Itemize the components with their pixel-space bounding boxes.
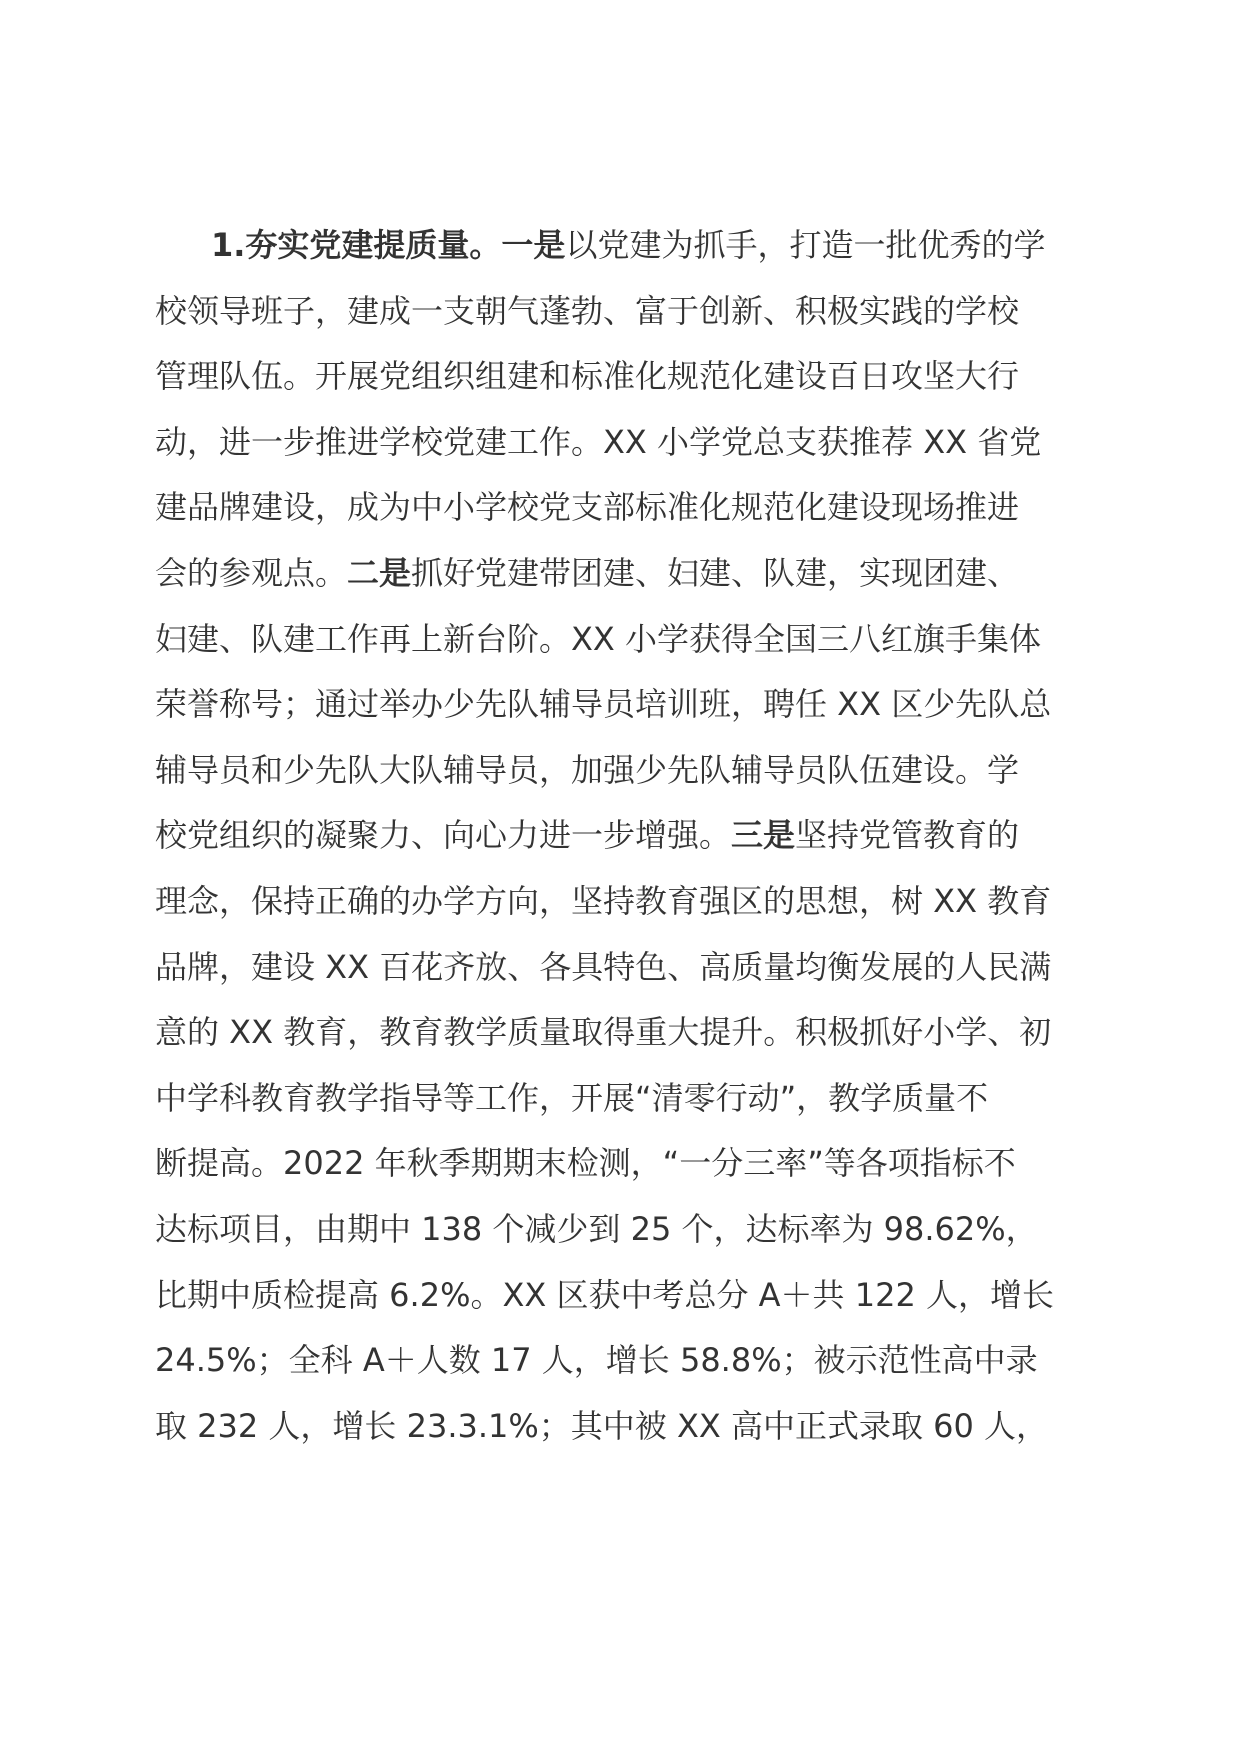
text-line: [155, 607, 1085, 673]
text-line: [155, 1066, 1085, 1132]
text-segment: 比期中质检提高 6.2%。XX 区获中考总分 A＋共 122 人，增长: [155, 1275, 1054, 1314]
bold-text-segment: 二是: [347, 553, 412, 592]
text-line: [155, 803, 1085, 869]
text-line: [155, 1197, 1085, 1263]
text-segment: 建品牌建设，成为中小学校党支部标准化规范化建设现场推进: [155, 488, 1020, 527]
text-line: [155, 410, 1085, 476]
text-line: [155, 672, 1085, 738]
text-line: [155, 1394, 1085, 1460]
body-paragraph: [155, 213, 1085, 1459]
text-segment: 品牌，建设 XX 百花齐放、各具特色、高质量均衡发展的人民满: [155, 947, 1052, 986]
text-segment: 动，进一步推进学校党建工作。XX 小学党总支获推荐 XX 省党: [155, 422, 1042, 461]
text-line: [155, 1000, 1085, 1066]
text-segment: 校党组织的凝聚力、向心力进一步增强。: [155, 816, 732, 855]
text-line: [155, 541, 1085, 607]
text-line: [155, 738, 1085, 804]
text-segment: 取 232 人，增长 23.3.1%；其中被 XX 高中正式录取 60 人，: [155, 1406, 1049, 1445]
bold-text-segment: 三是: [731, 816, 796, 855]
text-segment: 断提高。2022 年秋季期期末检测，“一分三率”等各项指标不: [155, 1144, 1016, 1183]
text-segment: 辅导员和少先队大队辅导员，加强少先队辅导员队伍建设。学: [155, 750, 1020, 789]
text-segment: 荣誉称号；通过举办少先队辅导员培训班，聘任 XX 区少先队总: [155, 685, 1052, 724]
bold-text-segment: 1.夯实党建提质量。一是: [211, 226, 566, 264]
text-segment: 会的参观点。: [155, 553, 348, 592]
text-segment: 24.5%；全科 A＋人数 17 人，增长 58.8%；被示范性高中录: [155, 1341, 1038, 1380]
text-segment: 意的 XX 教育，教育教学质量取得重大提升。积极抓好小学、初: [155, 1013, 1052, 1052]
text-segment: 达标项目，由期中 138 个减少到 25 个，达标率为 98.62%，: [155, 1209, 1038, 1248]
text-line: [155, 475, 1085, 541]
text-segment: 理念，保持正确的办学方向，坚持教育强区的思想，树 XX 教育: [155, 881, 1052, 920]
text-segment: 管理队伍。开展党组织组建和标准化规范化建设百日攻坚大行: [155, 357, 1020, 396]
text-line: [155, 935, 1085, 1001]
text-line: [155, 1328, 1085, 1394]
text-segment: 抓好党建带团建、妇建、队建，实现团建、: [411, 553, 1020, 592]
text-line: [155, 279, 1085, 345]
text-segment: 以党建为抓手，打造一批优秀的学: [565, 226, 1046, 264]
text-line: [155, 344, 1085, 410]
text-line: [155, 1263, 1085, 1329]
text-line: [155, 869, 1085, 935]
text-segment: 校领导班子，建成一支朝气蓬勃、富于创新、积极实践的学校: [155, 291, 1020, 330]
text-segment: 坚持党管教育的: [795, 816, 1020, 855]
text-segment: 妇建、队建工作再上新台阶。XX 小学获得全国三八红旗手集体: [155, 619, 1042, 658]
text-line: [155, 213, 1085, 279]
text-line: [155, 1131, 1085, 1197]
text-segment: 中学科教育教学指导等工作，开展“清零行动”，教学质量不: [155, 1078, 989, 1117]
